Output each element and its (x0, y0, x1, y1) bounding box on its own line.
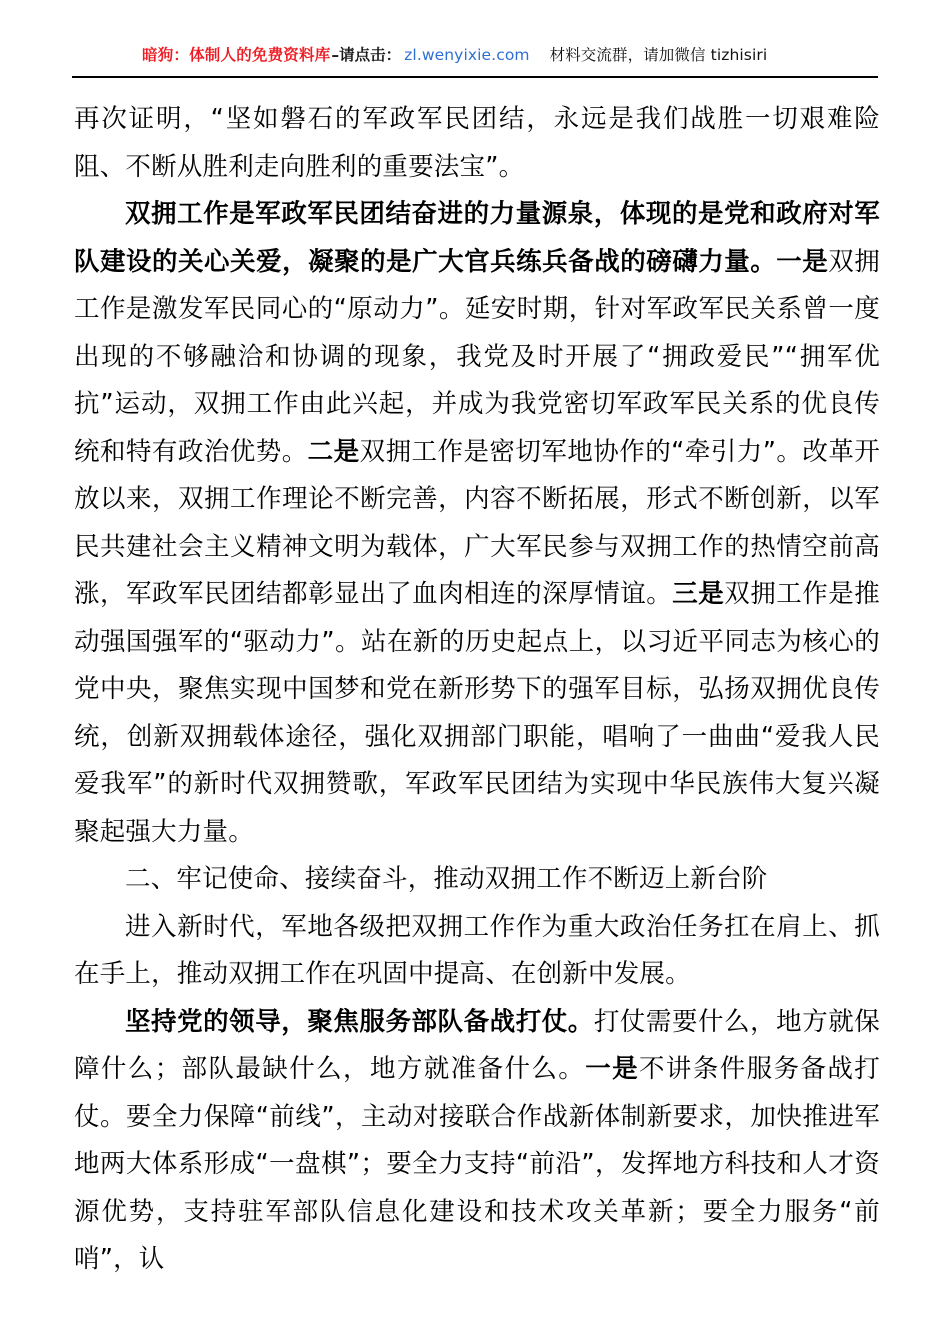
header-brand-label: 暗狗：体制人的免费资料库 (142, 46, 331, 64)
text-run: 二、牢记使命、接续奋斗，推动双拥工作不断迈上新台阶 (125, 864, 768, 894)
text-run-bold-marker-1: 一是 (585, 1054, 640, 1084)
page-header-banner (0, 42, 950, 78)
text-run: 打仗需要什么，地方就保障什么；部队最缺什么，地方就准备什么。 (74, 1006, 881, 1084)
text-run: 双拥工作是密切军地协作的“牵引力”。改革开放以来，双拥工作理论不断完善，内容不断拓展，形式不断创新，以军民共建社会主义精神文明为载体，广大军民参与双拥工作的热情空前高涨，军政军民团结都彰显出了血肉相连的深厚情谊。 (74, 436, 880, 609)
section-heading-2 (74, 856, 880, 904)
text-run: 不讲条件服务备战打仗。要全力保障“前线”，主动对接联合作战新体制新要求，加快推进军地两大体系形成“一盘棋”；要全力支持“前沿”，发挥地方科技和人才资源优势，支持驻军部队信息化建设和技术攻关革新；要全力服务“前哨”，认 (74, 1054, 880, 1274)
text-run-bold-marker-3: 三是 (672, 579, 725, 609)
paragraph-5 (74, 999, 880, 1284)
text-run-bold-lead: 坚持党的领导，聚焦服务部队备战打仗。 (125, 1006, 594, 1037)
text-run-bold: 双拥工作是军政军民团结奋进的力量源泉，体现的是党和政府对军队建设的关心关爱，凝聚的是广大官兵练兵备战的磅礴力量。 (74, 199, 880, 277)
header-wechat-note: 材料交流群，请加微信 tizhisiri (549, 46, 768, 64)
paragraph-2 (74, 191, 880, 856)
text-run: 双拥工作是激发军民同心的“原动力”。延安时期，针对军政军民关系曾一度出现的不够融洽和协调的现象，我党及时开展了“拥政爱民”“拥军优抗”运动，双拥工作由此兴起，并成为我党密切军政军民关系的优良传统和特有政治优势。 (74, 246, 881, 467)
text-run-bold-marker-2: 二是 (307, 436, 360, 467)
header-text-line (0, 42, 950, 68)
paragraph-4 (74, 904, 880, 999)
header-divider-rule (72, 76, 878, 78)
text-run-bold-marker-1: 一是 (776, 246, 829, 277)
paragraph-1 (74, 96, 880, 191)
text-run: 进入新时代，军地各级把双拥工作作为重大政治任务扛在肩上、抓在手上，推动双拥工作在巩固中提高、在创新中发展。 (74, 911, 880, 989)
document-body (74, 96, 880, 1284)
header-site-link[interactable]: zl.wenyixie.com (404, 46, 530, 64)
text-run: 再次证明，“坚如磐石的军政军民团结，永远是我们战胜一切艰难险阻、不断从胜利走向胜利的重要法宝”。 (74, 104, 880, 182)
header-click-prompt: –请点击： (331, 46, 402, 64)
text-run: 双拥工作是推动强国强军的“驱动力”。站在新的历史起点上，以习近平同志为核心的党中央，聚焦实现中国梦和党在新形势下的强军目标，弘扬双拥优良传统，创新双拥载体途径，强化双拥部门职能，唱响了一曲曲“爱我人民爱我军”的新时代双拥赞歌，军政军民团结为实现中华民族伟大复兴凝聚起强大力量。 (74, 579, 880, 847)
